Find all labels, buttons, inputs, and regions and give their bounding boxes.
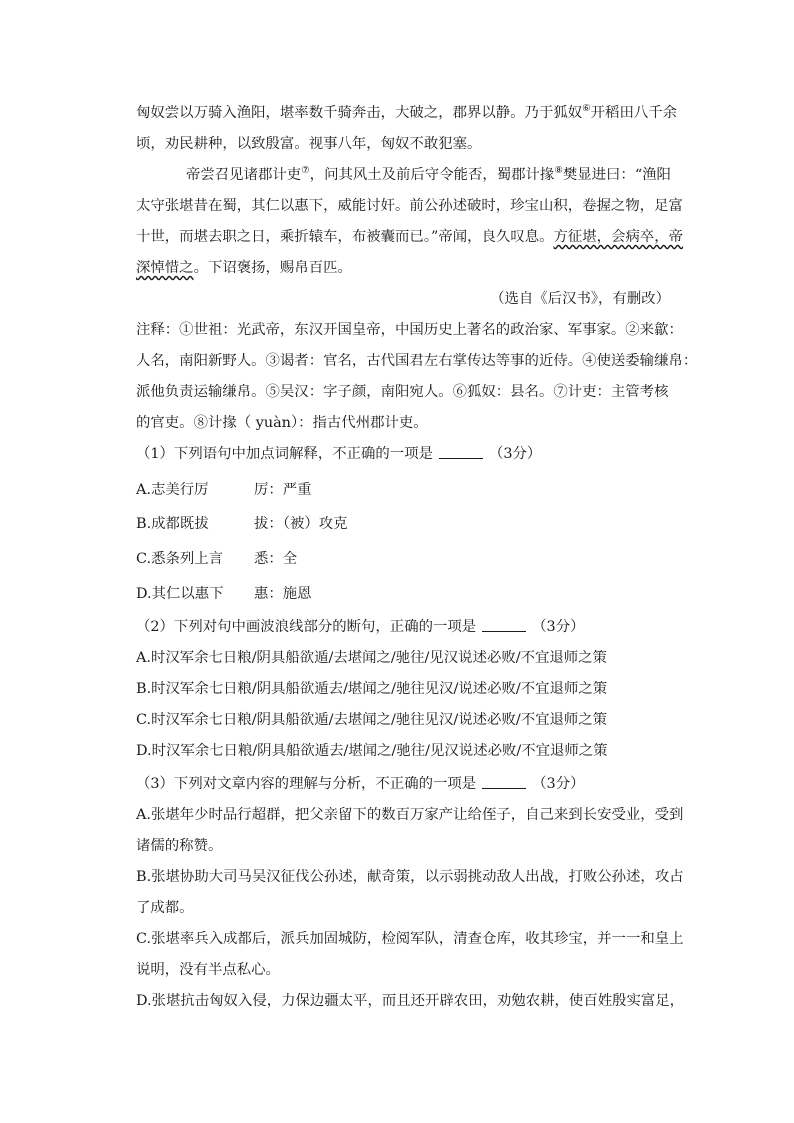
- option-continuation: 诸儒的称赞。: [136, 838, 223, 854]
- answer-blank[interactable]: [482, 619, 526, 632]
- option-row[interactable]: B.时汉军余七日粮/阴具船欲遁去/堪闻之/驰往见汉/说述必败/不宜退师之策: [136, 681, 608, 697]
- source-citation: （选自《后汉书》，有删改）: [490, 291, 670, 307]
- option-row[interactable]: [136, 549, 297, 569]
- notes-line: 的官吏。⑧计掾（ yuàn）：指古代州郡计吏。: [136, 415, 428, 431]
- score-label: （3分）: [532, 619, 585, 635]
- score-label: （3分）: [532, 776, 585, 792]
- option-row[interactable]: B.张堪协助大司马吴汉征伐公孙述，献奇策，以示弱挑动敌人出战，打败公孙述，攻占: [136, 869, 684, 885]
- option-gloss: 拔：（被）攻克: [254, 516, 348, 532]
- answer-blank[interactable]: [439, 446, 483, 459]
- question-2-stem: [136, 617, 584, 637]
- notes-line: 注释：①世祖：光武帝，东汉开国皇帝，中国历史上著名的政治家、军事家。②来歙：: [136, 322, 683, 338]
- passage-line: [136, 227, 683, 247]
- question-1-stem: [136, 444, 541, 464]
- option-gloss: 悉：全: [254, 551, 298, 567]
- option-label: D.其仁以惠下: [136, 586, 224, 602]
- question-stem-text: （2）下列对句中画波浪线部分的断句，正确的一项是: [136, 619, 477, 635]
- option-gloss: 惠：施恩: [254, 586, 312, 602]
- passage-line: 顷，劝民耕种，以致殷富。视事八年，匈奴不敢犯塞。: [136, 136, 482, 152]
- question-3-stem: [136, 774, 584, 794]
- passage-text: 十世，而堪去职之日，乘折辕车，布被囊而已。”帝闻，良久叹息。: [136, 229, 554, 245]
- option-row[interactable]: [136, 584, 312, 604]
- option-label: B.成都既拔: [136, 516, 209, 532]
- option-continuation: 了成都。: [136, 900, 194, 916]
- notes-line: 人名，南阳新野人。③谒者：官名，古代国君左右掌传达等事的近侍。④使送委输缣帛：: [136, 353, 698, 369]
- passage-line: 匈奴尝以万骑入渔阳，堪率数千骑奔击，大破之，郡界以静。乃于狐奴⑥开稻田八千余: [136, 103, 678, 121]
- passage-line: 太守张堪昔在蜀，其仁以惠下，威能讨奸。前公孙述破时，珍宝山积，卷握之物，足富: [136, 198, 683, 214]
- wavy-underlined-text: 深悼惜之: [136, 260, 194, 276]
- option-row[interactable]: D.时汉军余七日粮/阴具船欲遁去/堪闻之/驰往/见汉说述必败/不宜退师之策: [136, 743, 608, 759]
- passage-line: [136, 258, 352, 278]
- passage-line: 帝尝召见诸郡计吏⑦，问其风土及前后守令能否，蜀郡计掾⑧樊显进曰：“渔阳: [186, 165, 671, 183]
- option-row[interactable]: C.时汉军余七日粮/阴具船欲遁/去堪闻之/驰往见汉/说述必败/不宜退师之策: [136, 712, 608, 728]
- question-stem-text: （1）下列语句中加点词解释，不正确的一项是: [136, 446, 433, 462]
- option-label: A.志美行厉: [136, 482, 209, 498]
- option-row[interactable]: C.张堪率兵入成都后，派兵加固城防，检阅军队，清查仓库，收其珍宝，并一一和皇上: [136, 931, 684, 947]
- answer-blank[interactable]: [482, 776, 526, 789]
- notes-line: 派他负责运输缣帛。⑤吴汉：字子颜，南阳宛人。⑥狐奴：县名。⑦计吏：主管考核: [136, 384, 669, 400]
- option-label: C.悉条列上言: [136, 551, 224, 567]
- option-row[interactable]: [136, 480, 312, 500]
- wavy-underlined-text: 方征堪，会病卒，帝: [553, 229, 684, 245]
- option-continuation: 说明，没有半点私心。: [136, 962, 280, 978]
- score-label: （3分）: [488, 446, 542, 462]
- option-row[interactable]: [136, 514, 348, 534]
- option-gloss: 厉：严重: [254, 482, 312, 498]
- question-stem-text: （3）下列对文章内容的理解与分析，不正确的一项是: [136, 776, 477, 792]
- option-row[interactable]: A.张堪年少时品行超群，把父亲留下的数百万家产让给侄子，自己来到长安受业，受到: [136, 807, 684, 823]
- option-row[interactable]: D.张堪抗击匈奴入侵，力保边疆太平，而且还开辟农田，劝勉农耕，使百姓殷实富足，: [136, 993, 685, 1009]
- passage-text: 。下诏褒扬，赐帛百匹。: [193, 260, 352, 276]
- option-row[interactable]: A.时汉军余七日粮/阴具船欲遁/去堪闻之/驰往/见汉说述必败/不宜退师之策: [136, 650, 607, 666]
